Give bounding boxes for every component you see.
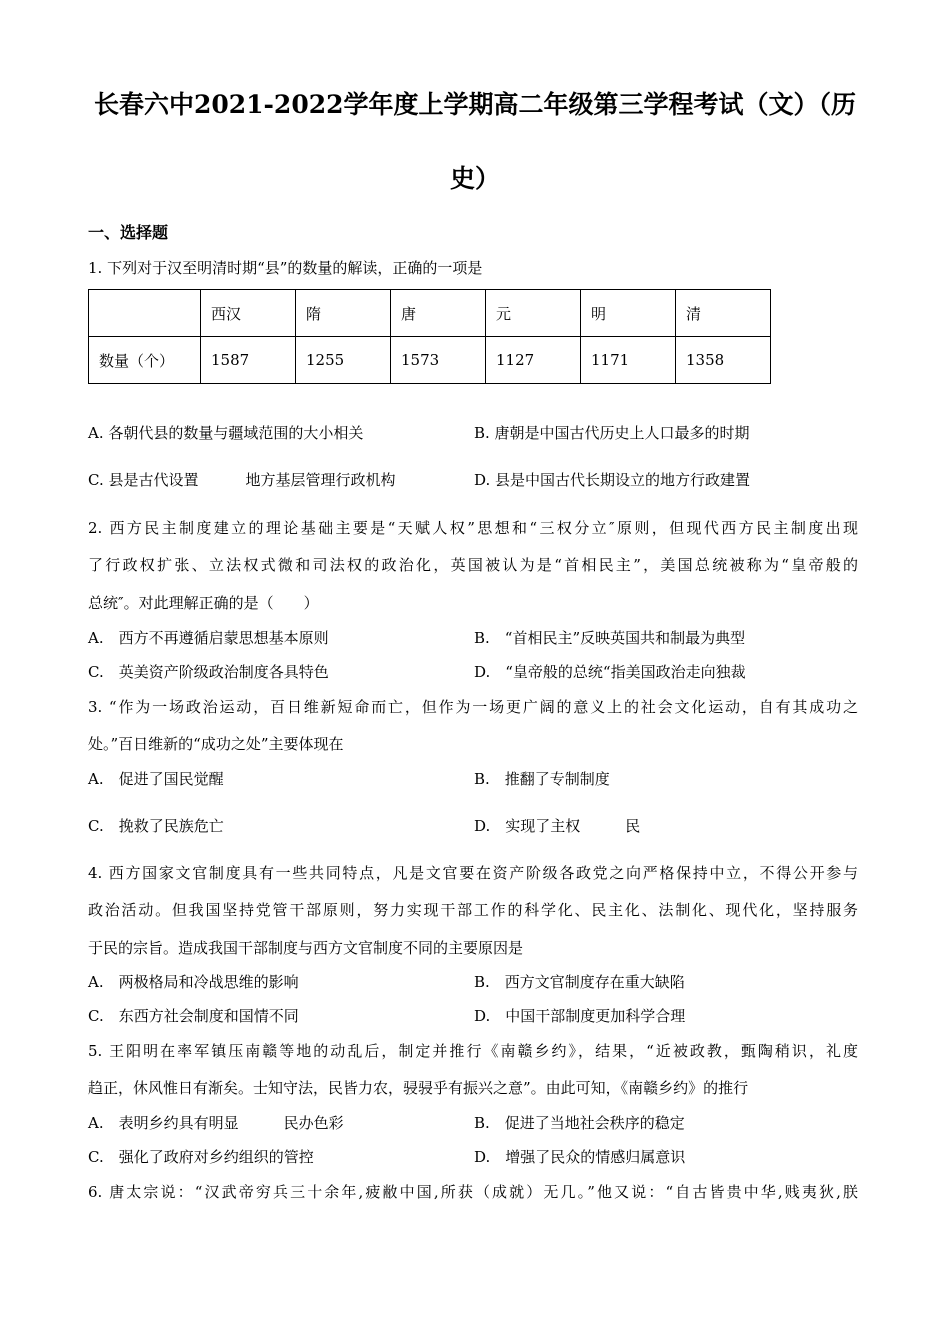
- page-title-line2: 史）: [449, 164, 500, 193]
- q5-stem-line2: 趋正，休风惟日有渐矣。士知守法，民皆力农，骎骎乎有振兴之意”。由此可知，《南赣乡约》的推行: [88, 1079, 749, 1097]
- q5-stem-line1: 5. 王阳明在率军镇压南赣等地的动乱后，制定并推行《南赣乡约》，结果，“近被政教，甄陶稍识，礼度: [88, 1042, 858, 1060]
- table-cell: 数量（个）: [89, 337, 201, 384]
- table-cell: 1127: [486, 337, 581, 384]
- q2-stem-line1: 2. 西方民主制度建立的理论基础主要是“天赋人权”思想和“三权分立″原则，但现代西方民主制度出现: [88, 519, 858, 537]
- q6-stem-line1: 6. 唐太宗说：“汉武帝穷兵三十余年,疲敝中国,所获（成就）无几。”他又说：“自古皆贵中华,贱夷狄,朕: [88, 1183, 858, 1201]
- q1-stem: 1. 下列对于汉至明清时期“县”的数量的解读，正确的一项是: [88, 259, 483, 277]
- q5-option-a-part1: A. 表明乡约具有明显: [88, 1114, 239, 1132]
- q4-option-d[interactable]: D. 中国干部制度更加科学合理: [474, 1007, 686, 1025]
- q2-option-d[interactable]: D. “皇帝般的总统“指美国政治走向独裁: [474, 663, 746, 681]
- q3-option-b[interactable]: B. 推翻了专制制度: [474, 770, 610, 788]
- q2-stem-line2: 了行政权扩张、立法权式微和司法权的政治化，英国被认为是“首相民主”，美国总统被称为“皇帝般的: [88, 556, 858, 574]
- table-header-row: [89, 290, 771, 337]
- q1-option-a[interactable]: A. 各朝代县的数量与疆域范围的大小相关: [88, 424, 364, 442]
- q4-option-c[interactable]: C. 东西方社会制度和国情不同: [88, 1007, 299, 1025]
- table-cell: 隋: [296, 290, 391, 337]
- table-cell: 唐: [391, 290, 486, 337]
- q1-option-c-part1: C. 县是古代设置: [88, 471, 199, 489]
- table-cell: 1255: [296, 337, 391, 384]
- q4-option-a[interactable]: A. 两极格局和冷战思维的影响: [88, 973, 299, 991]
- q4-stem-line3: 于民的宗旨。造成我国干部制度与西方文官制度不同的主要原因是: [88, 939, 524, 957]
- table-cell: 元: [486, 290, 581, 337]
- table-cell: 1587: [201, 337, 296, 384]
- q2-option-a[interactable]: A. 西方不再遵循启蒙思想基本原则: [88, 629, 329, 647]
- q3-option-d-part1: D. 实现了主权: [474, 817, 581, 835]
- q4-stem-line1: 4. 西方国家文官制度具有一些共同特点，凡是文官要在资产阶级各政党之向严格保持中立，不得公开参与: [88, 864, 858, 882]
- q5-option-c[interactable]: C. 强化了政府对乡约组织的管控: [88, 1148, 314, 1166]
- table-cell: 1171: [581, 337, 676, 384]
- q2-stem-line3: 总统″。对此理解正确的是（ ）: [88, 594, 319, 612]
- q4-stem-line2: 政治活动。但我国坚持党管干部原则，努力实现干部工作的科学化、民主化、法制化、现代化，坚持服务: [88, 901, 858, 919]
- q3-option-d-part2: 民: [625, 817, 641, 835]
- q1-option-c-part2: 地方基层管理行政机构: [245, 471, 396, 489]
- q4-option-b[interactable]: B. 西方文官制度存在重大缺陷: [474, 973, 685, 991]
- table-cell: 1358: [676, 337, 771, 384]
- q3-option-d[interactable]: [474, 815, 640, 836]
- q1-option-c[interactable]: [88, 469, 396, 490]
- table-cell: 清: [676, 290, 771, 337]
- q2-option-c[interactable]: C. 英美资产阶级政治制度各具特色: [88, 663, 329, 681]
- q1-option-d[interactable]: D. 县是中国古代长期设立的地方行政建置: [474, 471, 751, 489]
- q1-option-b[interactable]: B. 唐朝是中国古代历史上人口最多的时期: [474, 424, 750, 442]
- q5-option-d[interactable]: D. 增强了民众的情感归属意识: [474, 1148, 686, 1166]
- table-cell: 1573: [391, 337, 486, 384]
- q3-option-a[interactable]: A. 促进了国民觉醒: [88, 770, 224, 788]
- q3-stem-line1: 3. “作为一场政治运动，百日维新短命而亡，但作为一场更广阔的意义上的社会文化运动，自有其成功之: [88, 698, 858, 716]
- q5-option-b[interactable]: B. 促进了当地社会秩序的稳定: [474, 1114, 685, 1132]
- q3-option-c[interactable]: C. 挽救了民族危亡: [88, 817, 224, 835]
- q5-option-a[interactable]: [88, 1112, 344, 1133]
- table-row: [89, 337, 771, 384]
- q3-stem-line2: 处。”百日维新的“成功之处”主要体现在: [88, 735, 344, 753]
- table-cell: 西汉: [201, 290, 296, 337]
- q1-table: [88, 289, 771, 384]
- table-cell: [89, 290, 201, 337]
- table-cell: 明: [581, 290, 676, 337]
- q2-option-b[interactable]: B. “首相民主”反映英国共和制最为典型: [474, 629, 746, 647]
- page-title-line1: 长春六中2021-2022学年度上学期高二年级第三学程考试（文）（历: [93, 90, 857, 119]
- q5-option-a-part2: 民办色彩: [283, 1114, 344, 1132]
- section-heading: 一、选择题: [88, 223, 169, 242]
